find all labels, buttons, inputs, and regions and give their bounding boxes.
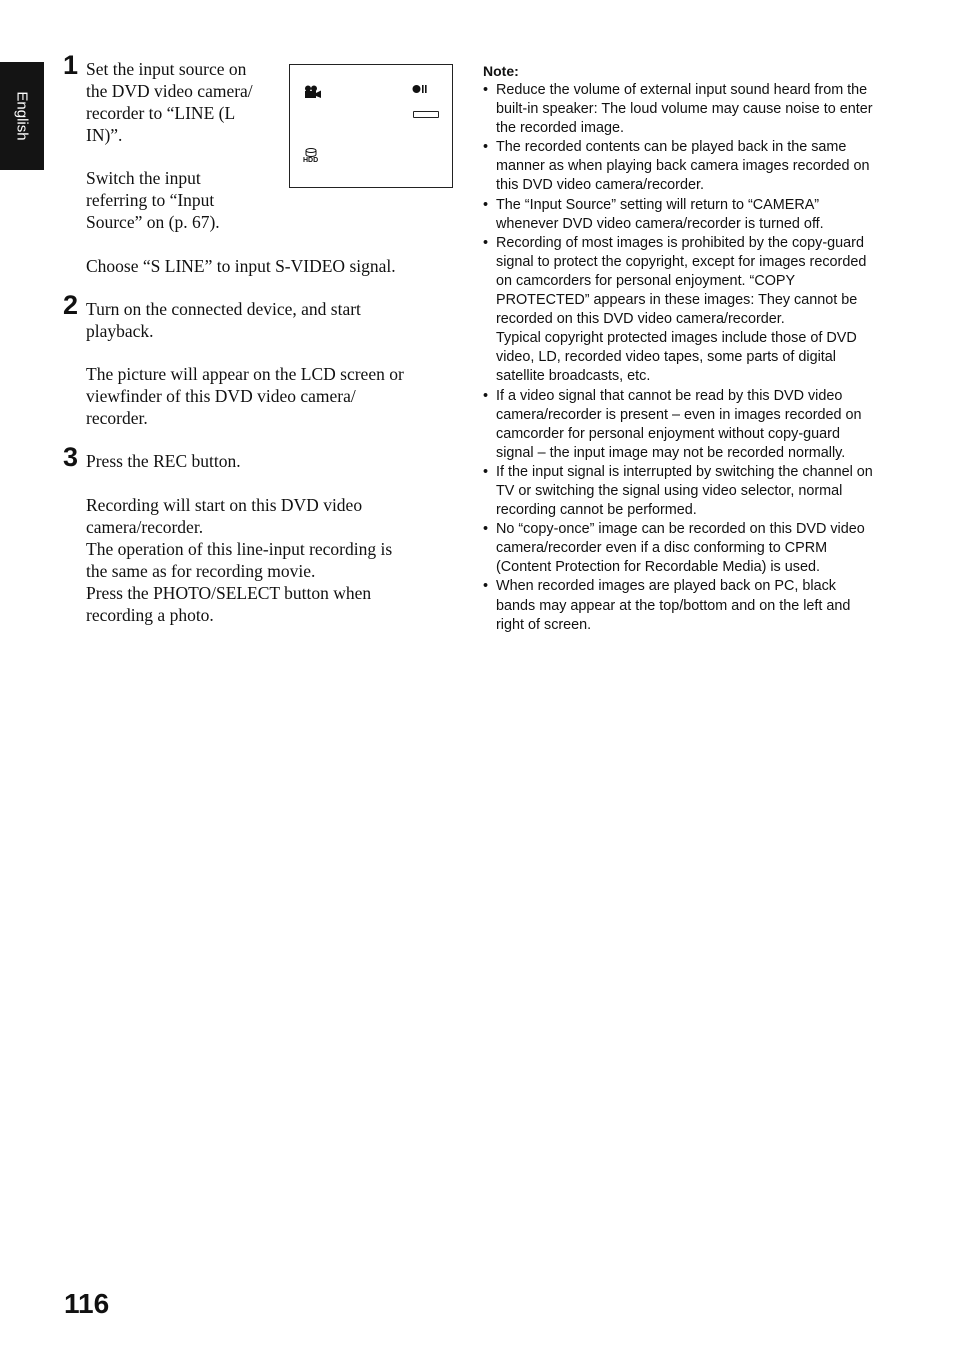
hdd-label: HDD <box>303 157 319 164</box>
note-item-continuation: Typical copyright protected images include those of DVD video, LD, recorded video tapes, some parts of digital satellite broadcasts, etc. <box>496 330 857 385</box>
note-heading: Note: <box>483 63 519 79</box>
note-list <box>483 81 878 635</box>
language-tab-label: English <box>13 91 31 141</box>
note-item: • If a video signal that cannot be read by this DVD video camera/recorder is present – even in images recorded on camcorder for personal enjoyment without copy-guard signal – the input image may not be recorded normally. <box>483 387 878 463</box>
page-number: 116 <box>64 1288 110 1319</box>
step-1-detail: Switch the input referring to “Input Source” on (p. 67). <box>86 168 220 232</box>
step-2-detail: The picture will appear on the LCD screen or viewfinder of this DVD video camera/ recorder. <box>86 364 404 428</box>
note-item: • No “copy-once” image can be recorded on this DVD video camera/recorder even if a disc conforming to CPRM (Content Protection for Recordable Media) is used. <box>483 520 878 577</box>
step-3-number: 3 <box>63 442 79 472</box>
note-item: • Reduce the volume of external input sound heard from the built-in speaker: The loud volume may cause noise to enter the recorded image. <box>483 81 878 138</box>
step-1-instruction: Set the input source on the DVD video camera/ recorder to “LINE (L IN)”. <box>86 59 253 145</box>
lcd-screen-illustration <box>289 64 453 188</box>
language-tab <box>0 62 44 170</box>
note-item: • The recorded contents can be played back in the same manner as when playing back camera images recorded on this DVD video camera/recorder. <box>483 138 878 195</box>
note-item: • When recorded images are played back on PC, black bands may appear at the top/bottom and on the left and right of screen. <box>483 577 878 634</box>
remaining-bar-icon <box>413 111 439 118</box>
note-item: • Recording of most images is prohibited by the copy-guard signal to protect the copyright, except for images recorded on camcorders for personal enjoyment. “COPY PROTECTED” appears in these images: They cannot be recorded on this DVD video camera/recorder. Typical copyright protected images include those of DVD video, LD, recorded video tapes, some parts of digital satellite broadcasts, etc. <box>483 234 878 387</box>
step-3-detail: Recording will start on this DVD video camera/recorder. The operation of this line-input recording is the same as for recording movie. Press the PHOTO/SELECT button when recording a photo. <box>86 495 393 625</box>
note-item: • If the input signal is interrupted by switching the channel on TV or switching the signal using video selector, normal recording cannot be performed. <box>483 463 878 520</box>
step-1-number: 1 <box>63 50 79 80</box>
camera-mode-icon <box>304 85 322 99</box>
step-2-instruction: Turn on the connected device, and start playback. <box>86 299 361 341</box>
note-item: • The “Input Source” setting will return to “CAMERA” whenever DVD video camera/recorder is turned off. <box>483 196 878 234</box>
hdd-icon <box>303 148 318 165</box>
step-1-svideo-tip: Choose “S LINE” to input S-VIDEO signal. <box>86 256 396 276</box>
record-pause-icon <box>412 84 428 94</box>
step-3-instruction: Press the REC button. <box>86 451 241 471</box>
step-2-number: 2 <box>63 290 79 320</box>
